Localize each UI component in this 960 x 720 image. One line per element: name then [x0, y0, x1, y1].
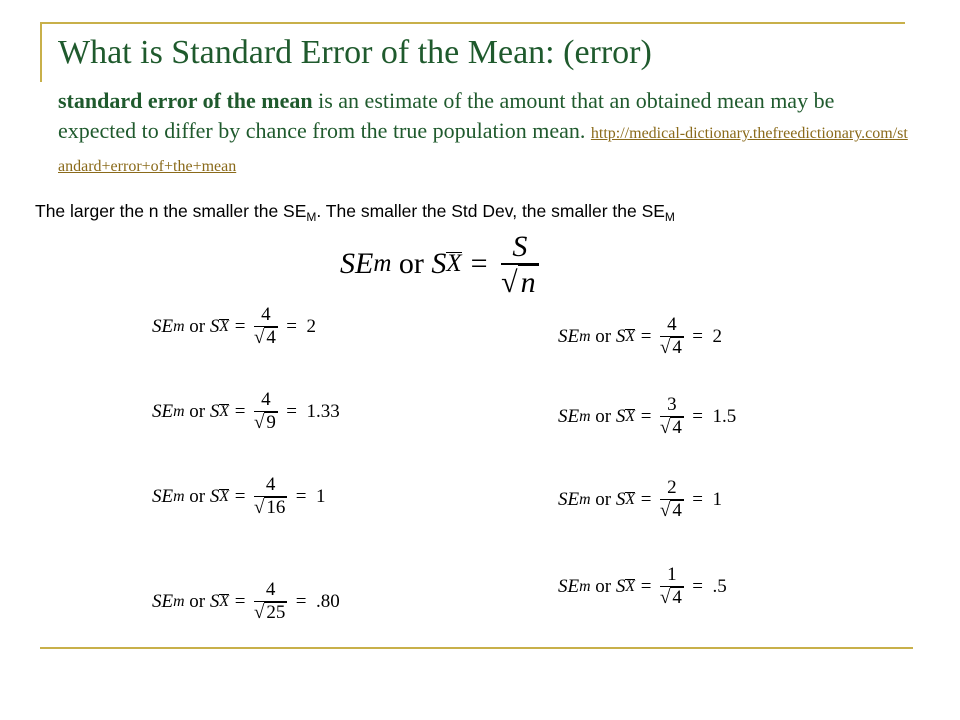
formula-result: .5: [712, 576, 727, 598]
example-formula: [558, 565, 727, 609]
formula-s: S: [615, 576, 626, 598]
sqrt-symbol: √: [659, 587, 671, 609]
sqrt-symbol: √: [253, 412, 265, 434]
formula-s: S: [209, 591, 220, 613]
formula-s: S: [615, 489, 626, 511]
formula-or: or: [189, 316, 206, 338]
formula-s: S: [209, 401, 220, 423]
formula-result: 2: [712, 326, 722, 348]
example-formula: [152, 305, 316, 349]
formula-xbar: X: [625, 408, 636, 426]
formula-fraction: [254, 390, 278, 434]
formula-fraction: [660, 478, 684, 522]
formula-se-subscript: m: [173, 318, 185, 336]
statement-part-1: The larger the n the smaller the SE: [35, 201, 307, 221]
formula-fraction: [254, 475, 287, 519]
formula-se: SE: [558, 489, 580, 511]
left-rule: [40, 22, 42, 82]
formula-equals: =: [234, 486, 246, 508]
sqrt-symbol: √: [501, 265, 518, 299]
formula-numerator: 2: [667, 477, 677, 498]
statement-subscript-1: M: [306, 210, 317, 224]
formula-xbar: X: [219, 403, 230, 421]
formula-equals: =: [295, 591, 307, 613]
formula-se: SE: [152, 486, 174, 508]
sqrt-symbol: √: [253, 602, 265, 624]
formula-numerator: 4: [667, 314, 677, 335]
formula-numerator: 3: [667, 394, 677, 415]
formula-equals: =: [295, 486, 307, 508]
formula-equals: =: [234, 316, 246, 338]
formula-s: S: [615, 406, 626, 428]
bottom-rule: [40, 647, 913, 649]
sqrt-symbol: √: [659, 500, 671, 522]
formula-radicand: 4: [672, 587, 682, 609]
sqrt-symbol: √: [253, 497, 265, 519]
statement-subscript-2: M: [664, 210, 675, 224]
formula-xbar: X: [219, 488, 230, 506]
formula-or: or: [595, 326, 612, 348]
formula-se-subscript: m: [579, 408, 591, 426]
formula-or: or: [189, 401, 206, 423]
formula-result: 1.5: [712, 406, 737, 428]
key-statement: [35, 201, 675, 224]
formula-se: SE: [558, 406, 580, 428]
slide-title: What is Standard Error of the Mean: (error): [58, 34, 652, 71]
formula-radicand: 4: [672, 500, 682, 522]
formula-xbar: X: [446, 250, 462, 278]
formula-s: S: [209, 486, 220, 508]
formula-fraction: [254, 305, 278, 349]
formula-radicand: 25: [266, 602, 286, 624]
formula-result: .80: [315, 591, 340, 613]
formula-radicand: n: [518, 265, 539, 299]
formula-equals: =: [640, 576, 652, 598]
formula-se-subscript: m: [373, 250, 392, 278]
top-rule: [40, 22, 905, 24]
example-formula: [558, 478, 722, 522]
formula-se-subscript: m: [579, 491, 591, 509]
formula-se-subscript: m: [579, 578, 591, 596]
formula-result: 2: [306, 316, 316, 338]
formula-se: SE: [152, 316, 174, 338]
formula-equals: =: [234, 401, 246, 423]
sqrt-symbol: √: [659, 337, 671, 359]
formula-se: SE: [340, 247, 374, 281]
definition-text: is an estimate of the amount that an obtained mean may be expected to differ by chance from the true population mean.: [58, 88, 835, 143]
formula-numerator: 4: [265, 474, 276, 495]
formula-fraction: [660, 315, 684, 359]
sqrt-symbol: √: [659, 417, 671, 439]
formula-s: S: [209, 316, 220, 338]
formula-equals: =: [286, 316, 297, 338]
formula-se-subscript: m: [579, 328, 591, 346]
statement-part-2: . The smaller the Std Dev, the smaller the SE: [316, 201, 665, 221]
formula-numerator: 4: [265, 579, 276, 600]
formula-or: or: [398, 247, 424, 281]
definition-paragraph: [58, 86, 913, 182]
formula-radicand: 4: [672, 417, 682, 439]
formula-xbar: X: [625, 328, 636, 346]
formula-result: 1: [315, 486, 326, 508]
formula-radicand: 4: [266, 327, 276, 349]
formula-equals: =: [234, 591, 246, 613]
formula-fraction: [501, 230, 538, 299]
formula-numerator: 4: [261, 389, 271, 410]
source-link[interactable]: http://medical-dictionary.thefreedictionary.com/standard+error+of+the+mean: [58, 125, 908, 175]
formula-se: SE: [558, 576, 580, 598]
example-formula: [152, 580, 340, 624]
formula-equals: =: [692, 576, 703, 598]
formula-se: SE: [558, 326, 580, 348]
example-formula: [152, 475, 325, 519]
formula-equals: =: [640, 406, 652, 428]
formula-radicand: 9: [266, 412, 276, 434]
formula-se-subscript: m: [173, 488, 185, 506]
formula-radicand: 4: [672, 337, 682, 359]
formula-or: or: [595, 489, 612, 511]
formula-equals: =: [640, 489, 652, 511]
formula-xbar: X: [625, 491, 636, 509]
example-formula: [558, 315, 722, 359]
formula-radicand: 16: [266, 497, 286, 519]
formula-or: or: [189, 486, 206, 508]
formula-or: or: [595, 406, 612, 428]
formula-se-subscript: m: [173, 593, 185, 611]
formula-or: or: [595, 576, 612, 598]
example-formula: [152, 390, 340, 434]
formula-xbar: X: [219, 318, 230, 336]
formula-fraction: [660, 565, 684, 609]
formula-fraction: [660, 395, 684, 439]
main-formula: [340, 230, 543, 299]
formula-xbar: X: [625, 578, 636, 596]
formula-numerator: S: [512, 230, 528, 263]
formula-equals: =: [286, 401, 297, 423]
formula-result: 1: [712, 489, 722, 511]
formula-result: 1.33: [306, 401, 340, 423]
formula-se-subscript: m: [173, 403, 185, 421]
formula-equals: =: [692, 406, 703, 428]
formula-se: SE: [152, 591, 174, 613]
example-formula: [558, 395, 736, 439]
definition-term: standard error of the mean: [58, 88, 313, 113]
formula-equals: =: [692, 489, 703, 511]
formula-s: S: [431, 247, 447, 281]
formula-se: SE: [152, 401, 174, 423]
sqrt-symbol: √: [253, 327, 265, 349]
formula-fraction: [254, 580, 287, 624]
formula-or: or: [189, 591, 206, 613]
formula-xbar: X: [219, 593, 230, 611]
formula-equals: =: [692, 326, 703, 348]
formula-equals: =: [640, 326, 652, 348]
formula-s: S: [615, 326, 626, 348]
formula-equals: =: [470, 247, 488, 281]
formula-numerator: 1: [667, 564, 677, 585]
formula-numerator: 4: [261, 304, 271, 325]
